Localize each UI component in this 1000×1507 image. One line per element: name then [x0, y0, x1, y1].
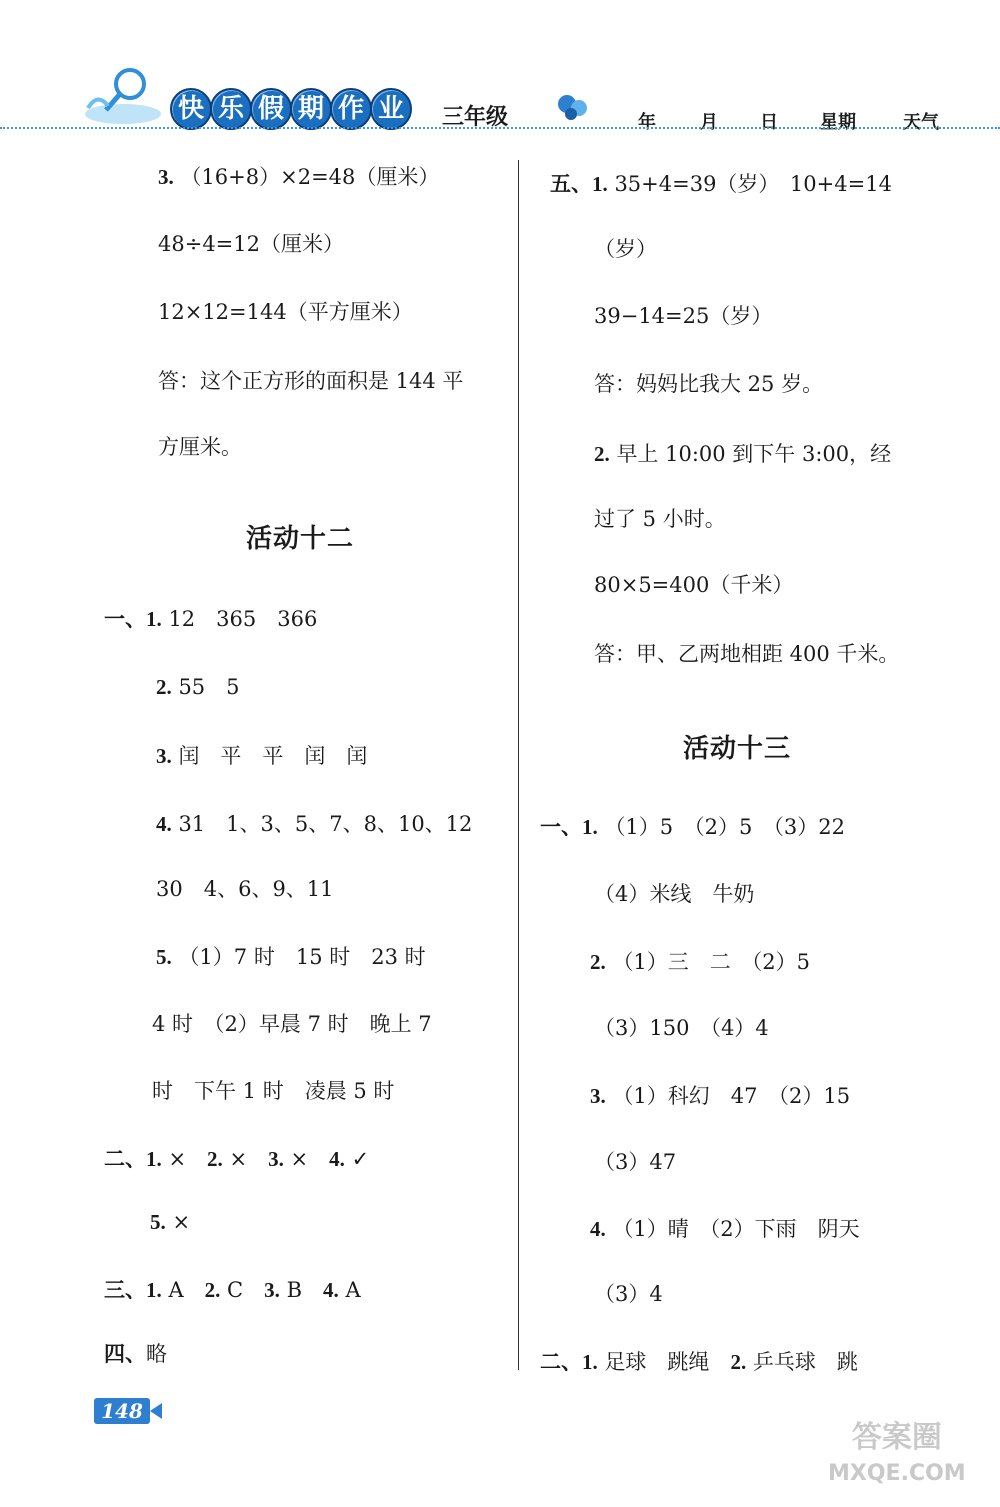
answer-line: （岁） — [594, 237, 657, 261]
answer-line: 时 下午 1 时 凌晨 5 时 — [152, 1079, 395, 1103]
answer-line: 二、1. × 2. × 3. × 4. ✓ — [104, 1147, 370, 1171]
field-year: 年 — [638, 112, 656, 133]
answer-line: 39−14=25（岁） — [594, 304, 773, 328]
field-month: 月 — [700, 112, 718, 133]
grade-label: 三年级 — [442, 105, 509, 130]
answer-line: 答：这个正方形的面积是 144 平 — [158, 369, 464, 393]
field-weekday: 星期 — [820, 112, 856, 133]
banner-char: 期 — [290, 88, 332, 130]
answer-line: 5. （1）7 时 15 时 23 时 — [156, 945, 426, 969]
answer-line: 方厘米。 — [158, 435, 242, 459]
banner-char: 业 — [370, 88, 412, 130]
answer-line: 2. （1）三 二 （2）5 — [590, 950, 811, 974]
answer-line: 80×5=400（千米） — [594, 573, 794, 597]
answer-line: 二、1. 足球 跳绳 2. 乒乓球 跳 — [540, 1350, 858, 1374]
answer-line: 4. （1）晴 （2）下雨 阴天 — [590, 1217, 860, 1241]
field-day: 日 — [760, 112, 778, 133]
answer-line: （3）4 — [594, 1282, 663, 1306]
balloon-icon — [555, 92, 591, 122]
section-heading: 活动十三 — [683, 734, 792, 764]
answer-line: 3. （1）科幻 47 （2）15 — [590, 1084, 851, 1108]
page-number: 148 — [94, 1398, 150, 1424]
answer-line: 30 4、6、9、11 — [156, 877, 334, 901]
banner-char: 作 — [330, 88, 372, 130]
answer-line: 4. 31 1、3、5、7、8、10、12 — [156, 812, 473, 836]
section-heading: 活动十二 — [246, 524, 355, 554]
answer-line: 2. 55 5 — [156, 675, 240, 699]
answer-line: 一、1. （1）5 （2）5 （3）22 — [540, 815, 845, 839]
header-banner — [170, 88, 410, 128]
column-divider — [518, 160, 519, 1370]
answer-line: 四、略 — [104, 1342, 167, 1366]
answer-line: 过了 5 小时。 — [594, 507, 726, 531]
header-logo-icon — [78, 62, 168, 132]
answer-line: 4 时 （2）早晨 7 时 晚上 7 — [152, 1012, 432, 1036]
banner-char: 乐 — [210, 88, 252, 130]
answer-line: （3）150 （4）4 — [594, 1016, 769, 1040]
answer-line: 3. 闰 平 平 闰 闰 — [156, 744, 368, 768]
answer-line: 3. （16+8）×2=48（厘米） — [158, 165, 440, 189]
answer-line: 2. 早上 10:00 到下午 3:00，经 — [594, 442, 892, 466]
answer-line: 5. × — [150, 1210, 191, 1234]
answer-line: 12×12=144（平方厘米） — [158, 300, 413, 324]
answer-line: 答：甲、乙两地相距 400 千米。 — [594, 642, 900, 666]
answer-line: 一、1. 12 365 366 — [104, 607, 318, 631]
header-divider — [0, 127, 1000, 129]
page-arrow-icon — [150, 1403, 162, 1419]
answer-line: （4）米线 牛奶 — [594, 882, 755, 906]
banner-char: 假 — [250, 88, 292, 130]
answer-line: （3）47 — [594, 1150, 677, 1174]
field-weather: 天气 — [903, 112, 939, 133]
watermark: 答案圈 MXQE.COM — [828, 1420, 966, 1486]
answer-line: 三、1. A 2. C 3. B 4. A — [104, 1278, 361, 1302]
answer-line: 五、1. 35+4=39（岁） 10+4=14 — [550, 172, 892, 196]
answer-line: 答：妈妈比我大 25 岁。 — [594, 372, 824, 396]
answer-line: 48÷4=12（厘米） — [158, 232, 344, 256]
banner-char: 快 — [170, 88, 212, 130]
